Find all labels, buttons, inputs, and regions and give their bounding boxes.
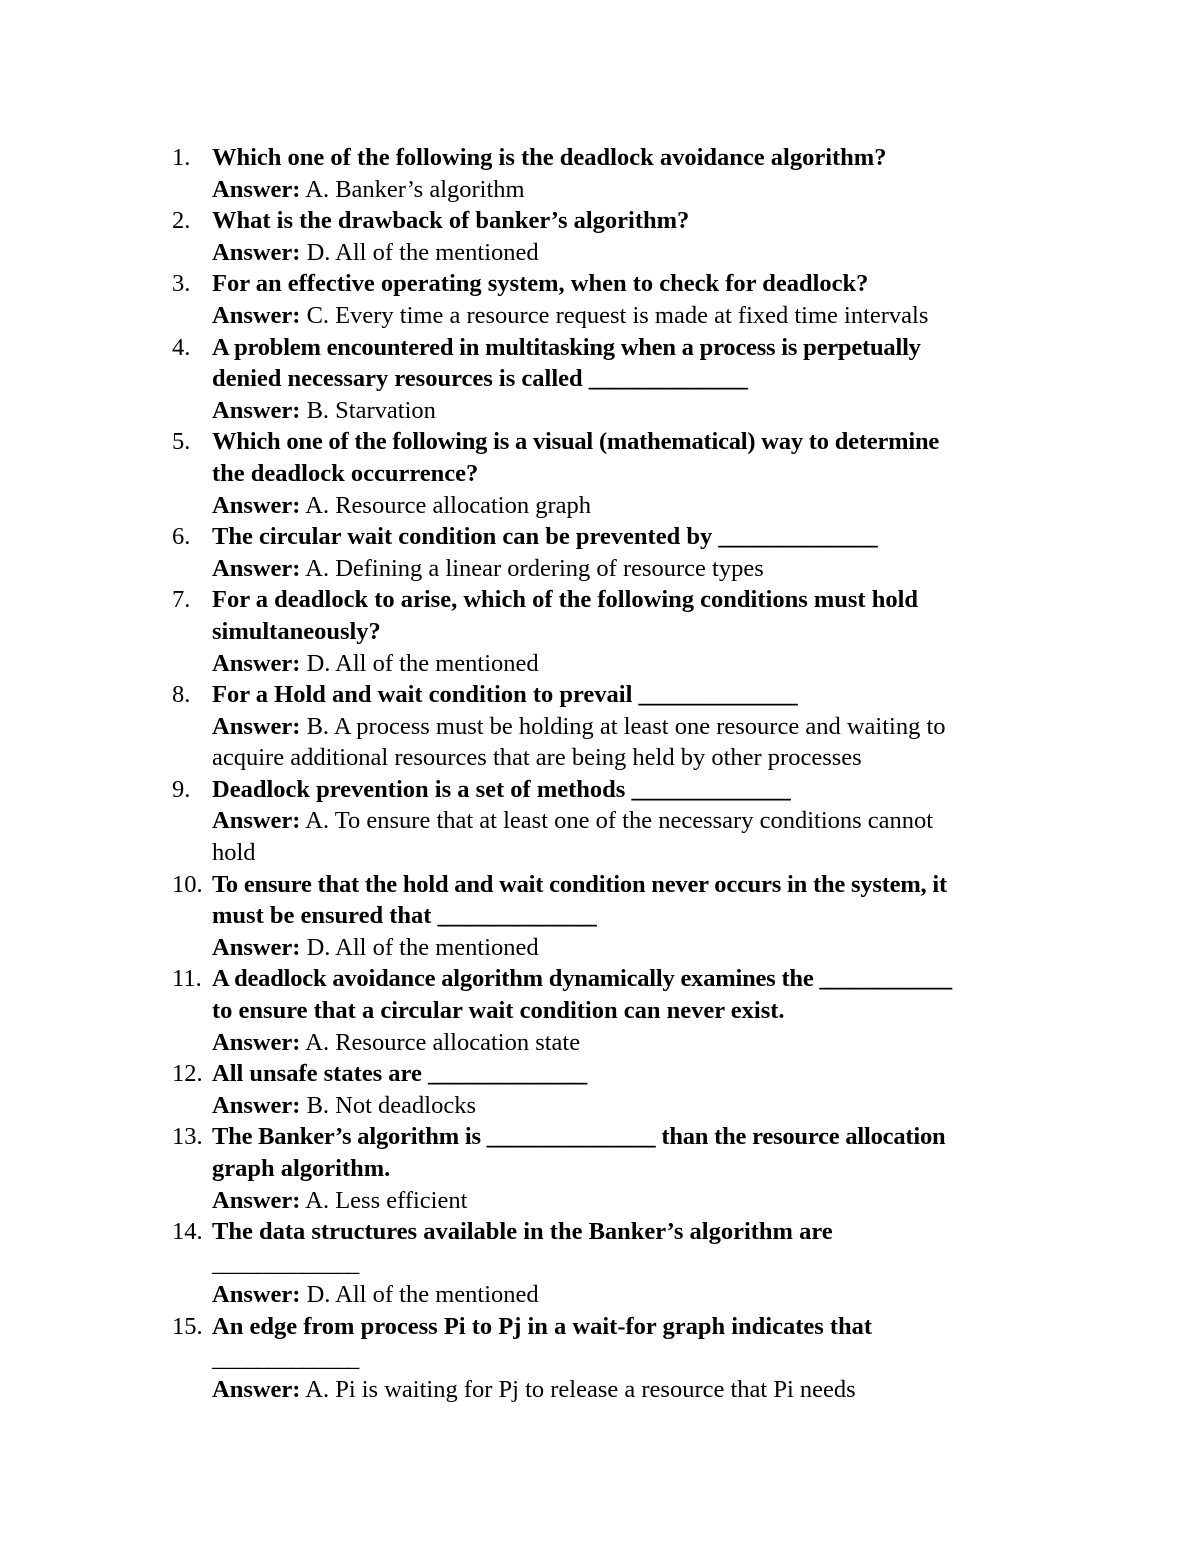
answer-label: Answer:: [212, 1028, 301, 1056]
answer-label: Answer:: [212, 1186, 301, 1214]
item-number: 1.: [172, 144, 191, 171]
question-line: For a deadlock to arise, which of the following conditions must hold: [212, 586, 919, 614]
question-line: Which one of the following is the deadlock avoidance algorithm?: [212, 144, 887, 171]
item-number: 3.: [172, 270, 191, 298]
answer-blank: _____________: [212, 1249, 359, 1277]
qa-item-12: [172, 1058, 1062, 1121]
qa-item-6: [172, 521, 1062, 584]
item-number: 2.: [172, 207, 191, 235]
answer-label: Answer:: [212, 712, 301, 740]
question-line: A deadlock avoidance algorithm dynamically examines the ___________: [212, 965, 952, 993]
answer-text: D. All of the mentioned: [306, 649, 539, 677]
item-number: 5.: [172, 428, 191, 456]
item-number: 15.: [172, 1312, 203, 1340]
answer-label: Answer:: [212, 301, 301, 329]
question-line: A problem encountered in multitasking when a process is perpetually: [212, 333, 921, 361]
question-line: must be ensured that _____________: [212, 902, 597, 930]
answer-text: C. Every time a resource request is made at fixed time intervals: [306, 301, 929, 329]
qa-item-13: [172, 1121, 1062, 1216]
answer-text: A. Banker’s algorithm: [305, 175, 525, 203]
question-answer-list: [172, 142, 1062, 1406]
answer-label: Answer:: [212, 1281, 301, 1309]
answer-label: Answer:: [212, 1376, 301, 1404]
item-number: 12.: [172, 1060, 203, 1088]
question-line: Which one of the following is a visual (mathematical) way to determine: [212, 428, 940, 456]
question-line: The data structures available in the Banker’s algorithm are: [212, 1218, 833, 1246]
answer-label: Answer:: [212, 396, 301, 424]
question-line: simultaneously?: [212, 617, 381, 645]
qa-item-4: [172, 332, 1062, 427]
question-line: To ensure that the hold and wait condition never occurs in the system, it: [212, 870, 947, 898]
question-line: denied necessary resources is called _____________: [212, 365, 749, 393]
qa-item-14: [172, 1216, 1062, 1311]
answer-text: B. Not deadlocks: [306, 1091, 477, 1119]
question-line: All unsafe states are _____________: [212, 1060, 588, 1088]
answer-text: A. Pi is waiting for Pj to release a resource that Pi needs: [305, 1376, 856, 1404]
item-number: 14.: [172, 1218, 203, 1246]
question-line: For a Hold and wait condition to prevail _____________: [212, 681, 798, 709]
item-number: 11.: [172, 965, 202, 993]
answer-text: D. All of the mentioned: [306, 238, 539, 266]
answer-text: D. All of the mentioned: [306, 1281, 539, 1309]
answer-text: B. Starvation: [306, 396, 436, 424]
answer-label: Answer:: [212, 649, 301, 677]
answer-label: Answer:: [212, 238, 301, 266]
question-line: For an effective operating system, when to check for deadlock?: [212, 270, 869, 298]
answer-blank: _____________: [212, 1344, 359, 1372]
question-line: graph algorithm.: [212, 1155, 391, 1182]
qa-item-1: [172, 142, 1062, 205]
answer-text: D. All of the mentioned: [306, 933, 539, 961]
answer-text: A. Resource allocation graph: [305, 491, 591, 519]
answer-label: Answer:: [212, 933, 301, 961]
qa-item-8: [172, 679, 1062, 774]
question-line: The Banker’s algorithm is ______________ than the resource allocation: [212, 1123, 946, 1151]
item-number: 6.: [172, 523, 191, 551]
qa-item-15: [172, 1311, 1062, 1406]
answer-text: acquire additional resources that are being held by other processes: [212, 744, 862, 772]
answer-label: Answer:: [212, 554, 301, 582]
answer-label: Answer:: [212, 807, 301, 835]
answer-text: A. Less efficient: [305, 1186, 468, 1214]
item-number: 7.: [172, 586, 191, 614]
question-line: An edge from process Pi to Pj in a wait-for graph indicates that: [212, 1312, 873, 1340]
question-line: to ensure that a circular wait condition can never exist.: [212, 997, 785, 1025]
question-line: What is the drawback of banker’s algorithm?: [212, 207, 690, 235]
answer-text: B. A process must be holding at least one resource and waiting to: [306, 712, 946, 740]
qa-item-10: [172, 869, 1062, 964]
item-number: 10.: [172, 870, 203, 898]
item-number: 4.: [172, 333, 191, 361]
question-line: Deadlock prevention is a set of methods _____________: [212, 775, 791, 803]
qa-item-3: [172, 268, 1062, 331]
item-number: 13.: [172, 1123, 203, 1151]
answer-text: A. Defining a linear ordering of resource types: [305, 554, 764, 582]
item-number: 8.: [172, 681, 191, 709]
question-line: The circular wait condition can be prevented by _____________: [212, 523, 878, 551]
qa-item-2: [172, 205, 1062, 268]
answer-text: hold: [212, 839, 256, 867]
item-number: 9.: [172, 775, 191, 803]
answer-label: Answer:: [212, 491, 301, 519]
answer-text: A. Resource allocation state: [305, 1028, 581, 1056]
qa-item-7: [172, 584, 1062, 679]
answer-label: Answer:: [212, 175, 301, 203]
question-line: the deadlock occurrence?: [212, 459, 479, 487]
qa-item-11: [172, 963, 1062, 1058]
answer-label: Answer:: [212, 1091, 301, 1119]
qa-item-9: [172, 774, 1062, 869]
answer-text: A. To ensure that at least one of the necessary conditions cannot: [305, 807, 934, 835]
qa-item-5: [172, 426, 1062, 521]
